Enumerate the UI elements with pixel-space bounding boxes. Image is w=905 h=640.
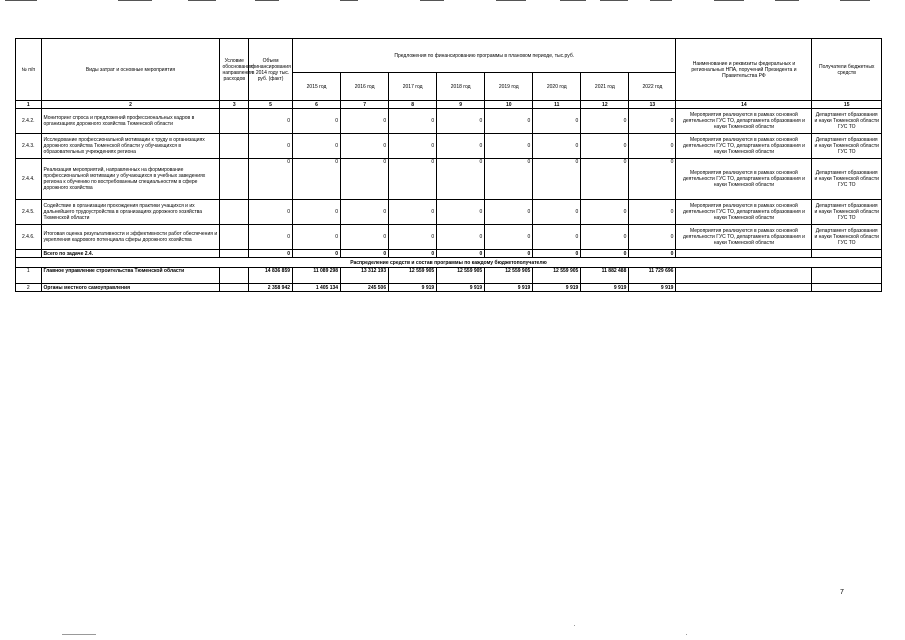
recipient-year-value: 9 919 — [581, 284, 629, 292]
row-recipient: Департамент образования и науки Тюменской области ГУС ТО — [812, 200, 882, 225]
scan-dot — [686, 634, 687, 635]
header-npa: Наименование и реквизиты федеральных и региональных НПА, поручений Президента и Правительства РФ — [676, 39, 812, 101]
column-numbers-row — [16, 101, 882, 109]
row-condition — [220, 225, 249, 250]
total-year-value: 0 — [389, 250, 437, 258]
row-name: Итоговая оценка результативности и эффективности работ обеспечения и укрепления кадрового потенциала сферы дорожного хозяйства — [41, 225, 220, 250]
financing-table — [15, 38, 882, 292]
column-number: 9 — [437, 101, 485, 109]
recipient-recipient — [812, 284, 882, 292]
recipient-no: 1 — [16, 268, 42, 284]
row-recipient: Департамент образования и науки Тюменской области ГУС ТО — [812, 134, 882, 159]
row-year-value: 0 — [485, 159, 533, 200]
row-year-value: 0 — [485, 109, 533, 134]
row-npa: Мероприятия реализуются в рамках основной деятельности ГУС ТО, департамента образования и науки Тюменской области — [676, 109, 812, 134]
total-year-value: 0 — [437, 250, 485, 258]
row-npa: Мероприятия реализуются в рамках основной деятельности ГУС ТО, департамента образования и науки Тюменской области — [676, 225, 812, 250]
top-edge-marks — [0, 0, 905, 2]
row-year-value: 0 — [581, 134, 629, 159]
row-year-value: 0 — [341, 200, 389, 225]
row-no: 2.4.3. — [16, 134, 42, 159]
row-name: Реализация мероприятий, направленных на формирование профессиональной мотивации у обучающихся в учебных заведениях региона к обучению по востребованным специальностям в сфере дорожного хозяйства — [41, 159, 220, 200]
row-year-value: 0 — [581, 109, 629, 134]
row-year-value: 0 — [341, 159, 389, 200]
row-year-value: 0 — [629, 200, 676, 225]
row-volume: 0 — [249, 200, 293, 225]
recipient-year-value: 12 559 905 — [485, 268, 533, 284]
table-row — [16, 225, 882, 250]
recipient-name: Органы местного самоуправления — [41, 284, 220, 292]
total-year-value: 0 — [341, 250, 389, 258]
row-npa: Мероприятия реализуются в рамках основной деятельности ГУС ТО, департамента образования и науки Тюменской области — [676, 134, 812, 159]
row-npa: Мероприятия реализуются в рамках основной деятельности ГУС ТО, департамента образования и науки Тюменской области — [676, 200, 812, 225]
recipient-year-value: 11 089 298 — [293, 268, 341, 284]
row-year-value: 0 — [341, 109, 389, 134]
recipient-condition — [220, 284, 249, 292]
total-year-value: 0 — [581, 250, 629, 258]
row-year-value: 0 — [389, 200, 437, 225]
column-number: 2 — [41, 101, 220, 109]
column-number: 5 — [249, 101, 293, 109]
column-number: 11 — [533, 101, 581, 109]
column-number: 8 — [389, 101, 437, 109]
scan-dot — [574, 625, 575, 626]
row-year-value: 0 — [629, 109, 676, 134]
page-number: 7 — [840, 589, 844, 596]
row-year-value: 0 — [389, 225, 437, 250]
row-year-value: 0 — [293, 225, 341, 250]
column-number: 13 — [629, 101, 676, 109]
row-year-value: 0 — [533, 159, 581, 200]
recipient-year-value: 9 919 — [533, 284, 581, 292]
header-year: 2016 год — [341, 73, 389, 101]
recipient-year-value: 245 506 — [341, 284, 389, 292]
row-volume: 0 — [249, 159, 293, 200]
header-name: Виды затрат и основные мероприятия — [41, 39, 220, 101]
header-year: 2021 год — [581, 73, 629, 101]
table-row — [16, 159, 882, 200]
row-year-value: 0 — [437, 159, 485, 200]
recipient-name: Главное управление строительства Тюменской области — [41, 268, 220, 284]
recipient-year-value: 9 919 — [485, 284, 533, 292]
row-name: Исследование профессиональной мотивации к труду в организациях дорожного хозяйства Тюменской области у обучающихся в образовательных учреждениях региона — [41, 134, 220, 159]
row-year-value: 0 — [293, 109, 341, 134]
section-row — [16, 258, 882, 268]
column-number: 15 — [812, 101, 882, 109]
row-year-value: 0 — [485, 134, 533, 159]
row-year-value: 0 — [581, 225, 629, 250]
recipient-year-value: 11 729 696 — [629, 268, 676, 284]
row-year-value: 0 — [581, 200, 629, 225]
row-year-value: 0 — [341, 225, 389, 250]
row-condition — [220, 134, 249, 159]
row-year-value: 0 — [629, 225, 676, 250]
table-row — [16, 134, 882, 159]
total-year-value: 0 — [485, 250, 533, 258]
row-year-value: 0 — [437, 200, 485, 225]
recipient-year-value: 9 919 — [389, 284, 437, 292]
column-number: 10 — [485, 101, 533, 109]
column-number: 1 — [16, 101, 42, 109]
row-year-value: 0 — [389, 109, 437, 134]
header-year: 2020 год — [533, 73, 581, 101]
row-year-value: 0 — [629, 159, 676, 200]
row-name: Содействие в организации прохождения практики учащихся и их дальнейшего трудоустройства в организациях дорожного хозяйства Тюменской области — [41, 200, 220, 225]
header-no: № п/п — [16, 39, 42, 101]
total-volume: 0 — [249, 250, 293, 258]
recipient-year-value: 9 919 — [437, 284, 485, 292]
row-year-value: 0 — [437, 134, 485, 159]
recipient-year-value: 12 559 905 — [389, 268, 437, 284]
column-number: 12 — [581, 101, 629, 109]
row-year-value: 0 — [629, 134, 676, 159]
header-recipients: Получатели бюджетных средств — [812, 39, 882, 101]
recipient-npa — [676, 284, 812, 292]
recipient-row — [16, 284, 882, 292]
total-label: Всего по задаче 2.4. — [41, 250, 220, 258]
column-number: 6 — [293, 101, 341, 109]
row-volume: 0 — [249, 134, 293, 159]
row-condition — [220, 159, 249, 200]
row-year-value: 0 — [533, 134, 581, 159]
row-no: 2.4.2. — [16, 109, 42, 134]
column-number: 7 — [341, 101, 389, 109]
row-condition — [220, 200, 249, 225]
recipient-year-value: 12 559 905 — [533, 268, 581, 284]
row-condition — [220, 109, 249, 134]
row-year-value: 0 — [389, 159, 437, 200]
recipient-year-value: 11 882 488 — [581, 268, 629, 284]
total-year-value: 0 — [533, 250, 581, 258]
recipient-condition — [220, 268, 249, 284]
row-volume: 0 — [249, 109, 293, 134]
column-number: 3 — [220, 101, 249, 109]
header-year: 2022 год — [629, 73, 676, 101]
row-year-value: 0 — [533, 200, 581, 225]
header-year: 2017 год — [389, 73, 437, 101]
row-year-value: 0 — [581, 159, 629, 200]
total-recipient — [812, 250, 882, 258]
recipient-no: 2 — [16, 284, 42, 292]
total-no — [16, 250, 42, 258]
row-year-value: 0 — [293, 200, 341, 225]
section-title: Распределение средств и состав программы по каждому бюджетополучателю — [16, 258, 882, 268]
total-year-value: 0 — [629, 250, 676, 258]
row-no: 2.4.5. — [16, 200, 42, 225]
header-proposals: Предложения по финансированию программы в плановом периоде, тыс.руб. — [293, 39, 676, 73]
recipient-year-value: 12 559 905 — [437, 268, 485, 284]
recipient-volume: 14 836 859 — [249, 268, 293, 284]
row-volume: 0 — [249, 225, 293, 250]
row-npa: Мероприятия реализуются в рамках основной деятельности ГУС ТО, департамента образования и науки Тюменской области — [676, 159, 812, 200]
recipient-npa — [676, 268, 812, 284]
row-year-value: 0 — [389, 134, 437, 159]
row-year-value: 0 — [485, 200, 533, 225]
header-year: 2015 год — [293, 73, 341, 101]
header-row — [16, 39, 882, 73]
total-row — [16, 250, 882, 258]
header-condition: Условие обоснования направления расходов — [220, 39, 249, 101]
row-year-value: 0 — [533, 109, 581, 134]
row-year-value: 0 — [341, 134, 389, 159]
row-recipient: Департамент образования и науки Тюменской области ГУС ТО — [812, 109, 882, 134]
row-year-value: 0 — [437, 109, 485, 134]
row-year-value: 0 — [293, 134, 341, 159]
total-condition — [220, 250, 249, 258]
recipient-year-value: 13 312 193 — [341, 268, 389, 284]
recipient-year-value: 9 919 — [629, 284, 676, 292]
recipient-volume: 2 358 942 — [249, 284, 293, 292]
recipient-year-value: 1 405 134 — [293, 284, 341, 292]
table-row — [16, 109, 882, 134]
header-volume-2014: Объем финансирования в 2014 году тыс. руб. (факт) — [249, 39, 293, 101]
scan-mark — [62, 634, 96, 635]
column-number: 14 — [676, 101, 812, 109]
row-recipient: Департамент образования и науки Тюменской области ГУС ТО — [812, 159, 882, 200]
total-year-value: 0 — [293, 250, 341, 258]
row-no: 2.4.6. — [16, 225, 42, 250]
row-year-value: 0 — [533, 225, 581, 250]
row-name: Мониторинг спроса и предложений профессиональных кадров в организациях дорожного хозяйства Тюменской области — [41, 109, 220, 134]
header-year: 2019 год — [485, 73, 533, 101]
recipient-row — [16, 268, 882, 284]
table-row — [16, 200, 882, 225]
row-year-value: 0 — [485, 225, 533, 250]
row-year-value: 0 — [437, 225, 485, 250]
row-recipient: Департамент образования и науки Тюменской области ГУС ТО — [812, 225, 882, 250]
row-year-value: 0 — [293, 159, 341, 200]
recipient-recipient — [812, 268, 882, 284]
row-no: 2.4.4. — [16, 159, 42, 200]
total-npa — [676, 250, 812, 258]
header-year: 2018 год — [437, 73, 485, 101]
